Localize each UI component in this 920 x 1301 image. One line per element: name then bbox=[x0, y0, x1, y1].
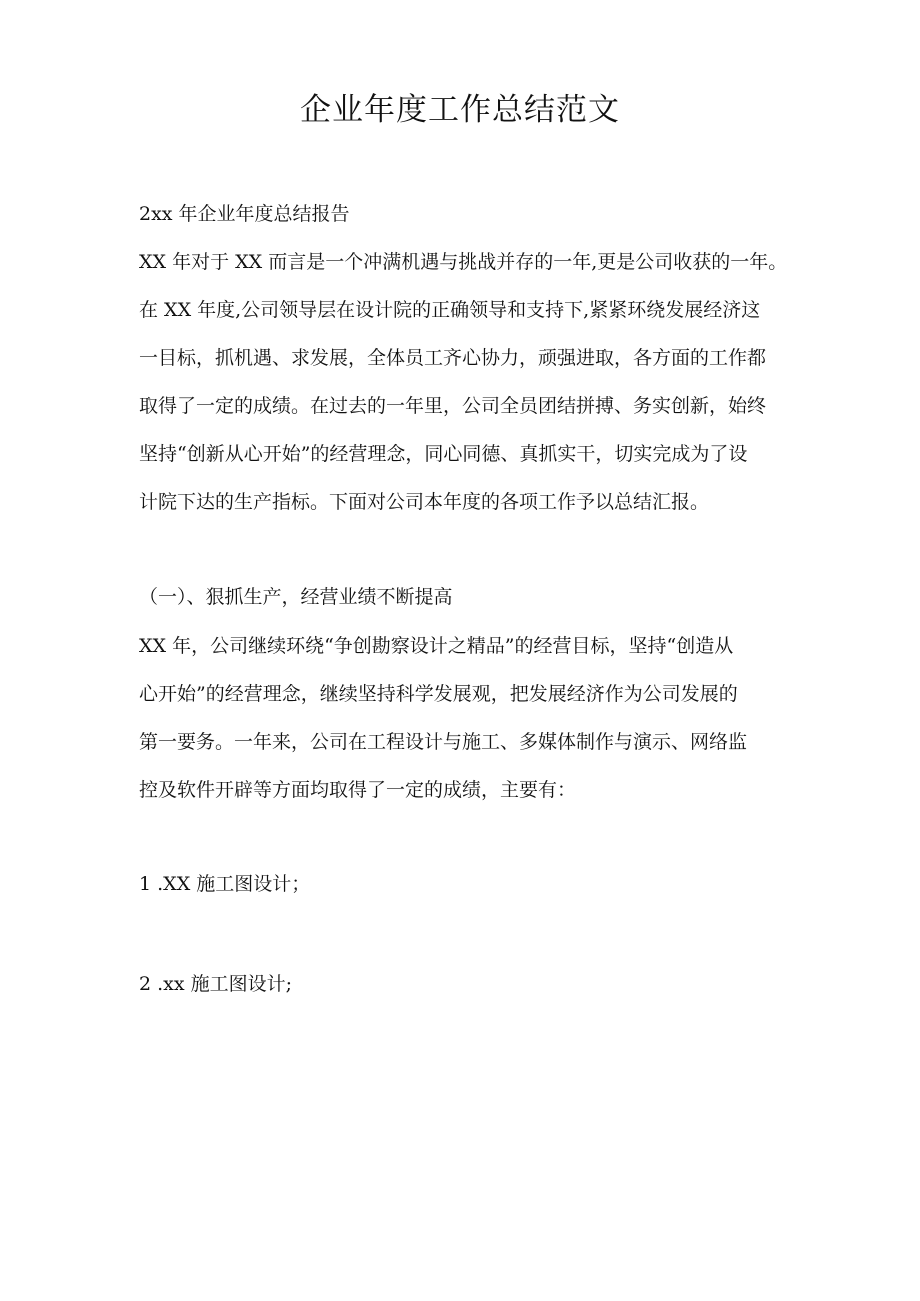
section-line: 第一要务。一年来，公司在工程设计与施工、多媒体制作与演示、网络监 bbox=[139, 731, 748, 753]
section-heading: （一）、狠抓生产，经营业绩不断提高 bbox=[139, 586, 453, 608]
section-line: 心开始”的经营理念，继续坚持科学发展观，把发展经济作为公司发展的 bbox=[139, 683, 738, 705]
list-item: 2 .xx 施工图设计; bbox=[139, 973, 293, 995]
intro-line: 一目标，抓机遇、求发展，全体员工齐心协力，顽强进取，各方面的工作都 bbox=[139, 347, 767, 369]
list-item: 1 .XX 施工图设计； bbox=[139, 873, 311, 895]
intro-line: 在 XX 年度,公司领导层在设计院的正确领导和支持下,紧紧环绕发展经济这 bbox=[139, 299, 761, 321]
intro-line: 计院下达的生产指标。下面对公司本年度的各项工作予以总结汇报。 bbox=[139, 491, 710, 513]
intro-line: 坚持“创新从心开始”的经营理念，同心同德、真抓实干，切实完成为了设 bbox=[139, 443, 748, 465]
section-line: 控及软件开辟等方面均取得了一定的成绩，主要有： bbox=[139, 779, 577, 801]
intro-line: 取得了一定的成绩。在过去的一年里，公司全员团结拼搏、务实创新，始终 bbox=[139, 395, 767, 417]
report-subtitle: 2xx 年企业年度总结报告 bbox=[139, 203, 350, 225]
intro-line: XX 年对于 XX 而言是一个冲满机遇与挑战并存的一年,更是公司收获的一年。 bbox=[139, 251, 788, 273]
section-line: XX 年，公司继续环绕“争创勘察设计之精品”的经营目标，坚持“创造从 bbox=[139, 635, 734, 657]
page-title: 企业年度工作总结范文 bbox=[300, 92, 620, 128]
